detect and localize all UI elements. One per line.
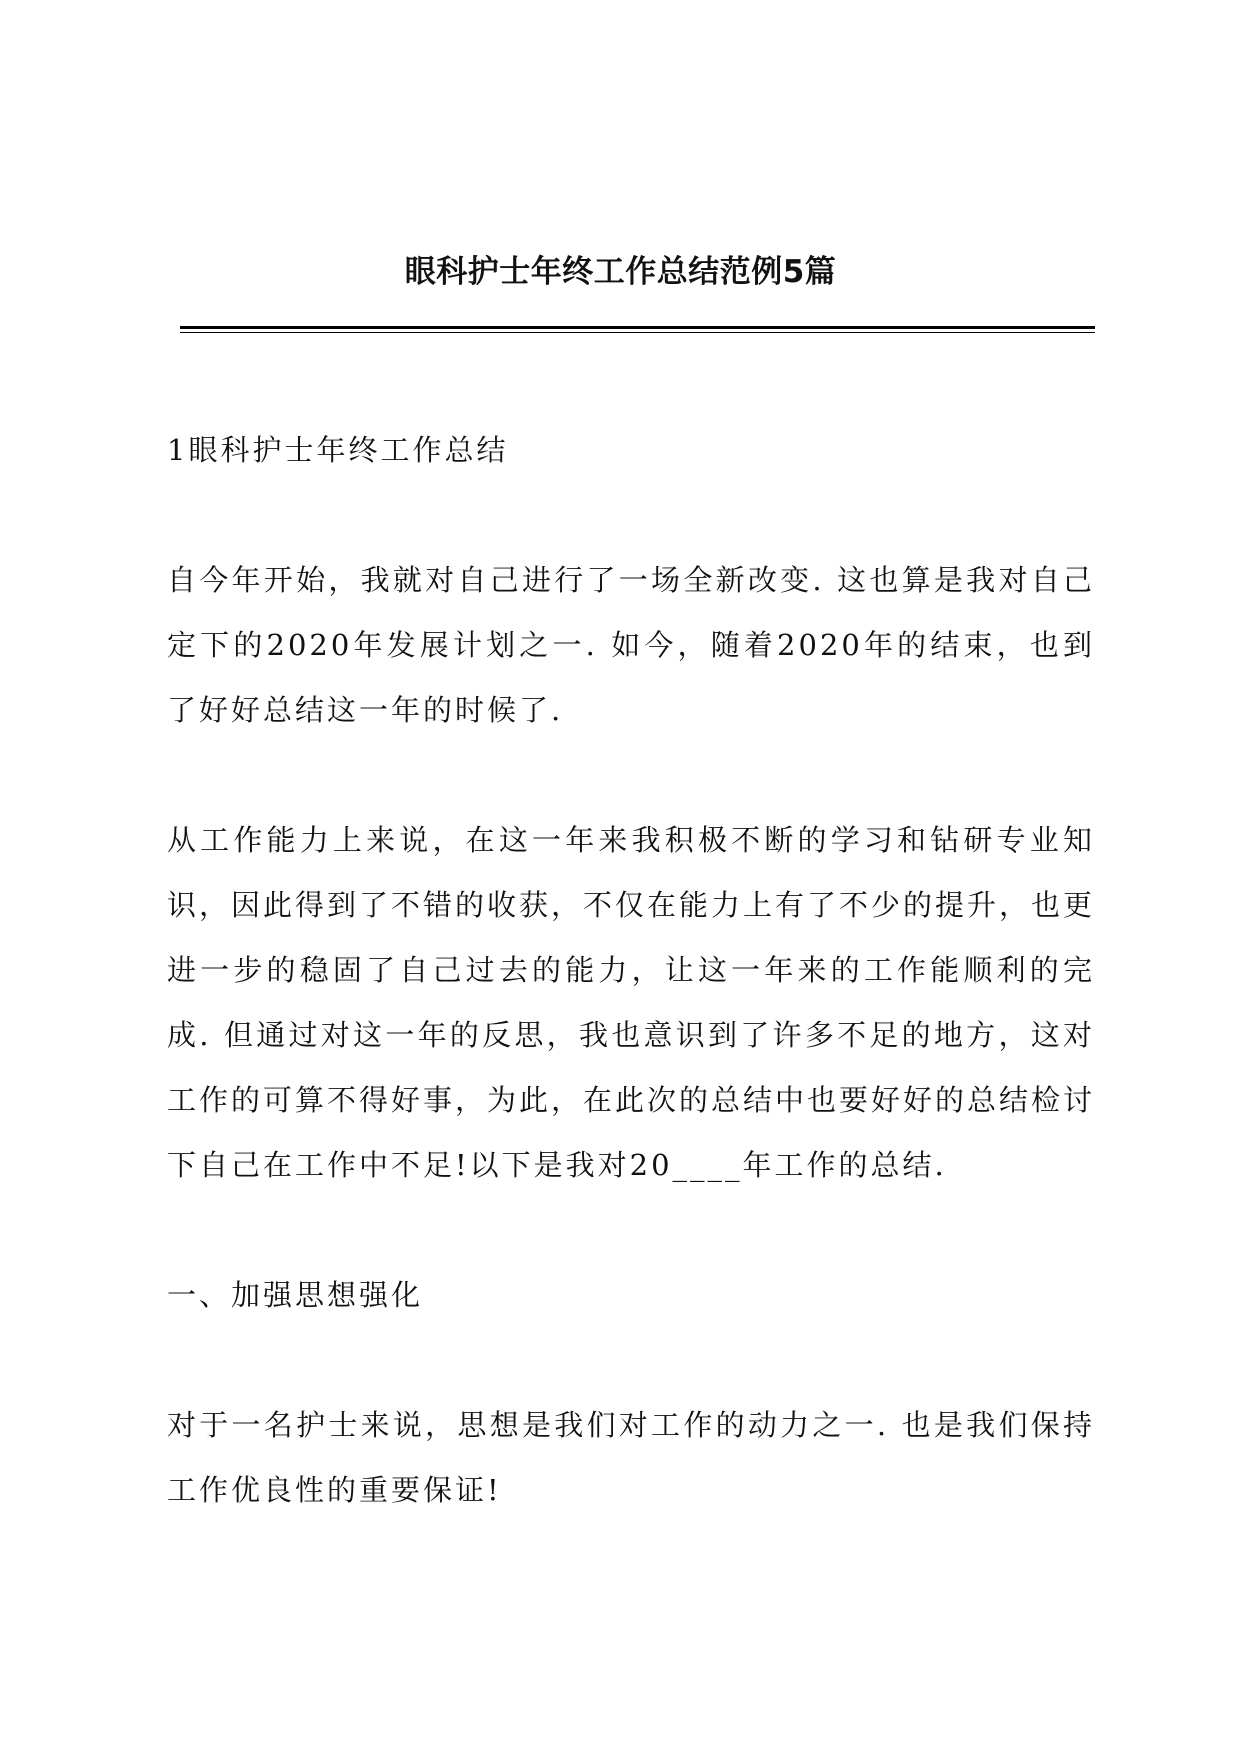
paragraph-work-ability: 从工作能力上来说，在这一年来我积极不断的学习和钻研专业知识，因此得到了不错的收获，不仅在能力上有了不少的提升，也更进一步的稳固了自己过去的能力，让这一年来的工作能顺利的完成. 但通过对这一年的反思，我也意识到了许多不足的地方，这对工作的可算不得好事，为此，在此次的总结中也要好好的总结检讨下自己在工作中不足!以下是我对20____年工作的总结.	[167, 823, 1096, 1182]
title-divider-thin	[180, 332, 1095, 333]
paragraph-intro: 自今年开始，我就对自己进行了一场全新改变. 这也算是我对自己定下的2020年发展计划之一. 如今，随着2020年的结束，也到了好好总结这一年的时候了.	[167, 563, 1095, 727]
title-divider-thick	[180, 326, 1095, 329]
subheading-ideology: 一、加强思想强化	[167, 1278, 424, 1312]
paragraph-ideology: 对于一名护士来说，思想是我们对工作的动力之一. 也是我们保持工作优良性的重要保证!	[167, 1408, 1095, 1507]
document-title: 眼科护士年终工作总结范例5篇	[404, 254, 837, 290]
section-heading: 1眼科护士年终工作总结	[167, 433, 509, 467]
document-body	[167, 418, 1095, 1588]
